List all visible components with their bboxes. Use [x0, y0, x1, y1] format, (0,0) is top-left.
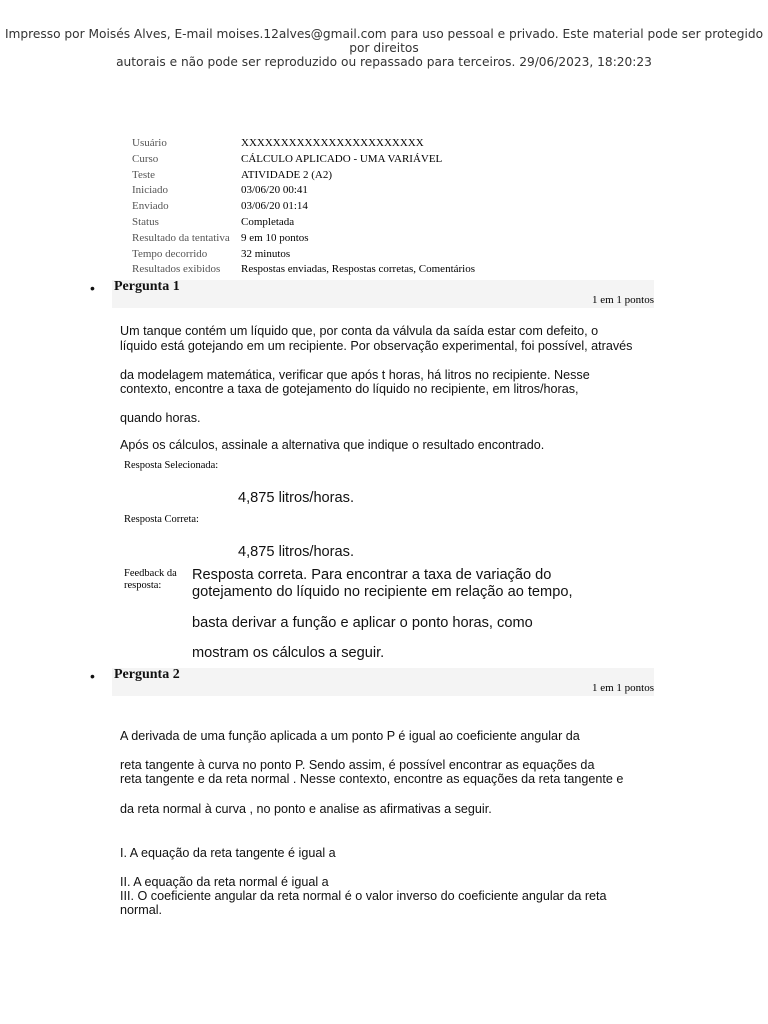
question-2-header-bar [112, 668, 654, 696]
question-2-text-line: da reta normal à curva , no ponto e analise as afirmativas a seguir. [120, 802, 492, 816]
print-watermark [0, 27, 768, 69]
question-1-header-bar [112, 280, 654, 308]
info-label: Tempo decorrido [132, 247, 208, 260]
info-label: Enviado [132, 200, 169, 213]
feedback-text-line: mostram os cálculos a seguir. [192, 645, 385, 661]
info-label: Usuário [132, 137, 167, 149]
selected-answer: 4,875 litros/horas. [238, 490, 355, 506]
question-1-text-line: Um tanque contém um líquido que, por conta da válvula da saída estar com defeito, o [120, 324, 599, 338]
info-label: Iniciado [132, 184, 169, 197]
info-value: XXXXXXXXXXXXXXXXXXXXXXX [241, 137, 424, 149]
info-value: Completada [241, 215, 295, 228]
info-label: Resultados exibidos [132, 263, 221, 276]
question-2-text-line: A derivada de uma função aplicada a um ponto P é igual ao coeficiente angular da [120, 729, 580, 743]
info-label: Teste [132, 168, 156, 181]
feedback-label-line-1: Feedback da [124, 568, 177, 579]
question-2-statement-2: II. A equação da reta normal é igual a [120, 875, 329, 889]
question-2-text-line: reta tangente e da reta normal . Nesse contexto, encontre as equações da reta tangente e [120, 772, 624, 786]
feedback-label [124, 568, 177, 592]
bullet-icon: • [90, 280, 95, 296]
question-1-text-line: quando horas. [120, 411, 201, 425]
question-1-text-line: líquido está gotejando em um recipiente. Por observação experimental, foi possível, através [120, 339, 633, 353]
info-value: 03/06/20 01:14 [241, 200, 308, 213]
feedback-text-line: basta derivar a função e aplicar o ponto horas, como [192, 615, 533, 631]
question-1-points: 1 em 1 pontos [591, 294, 654, 306]
feedback-text-line: Resposta correta. Para encontrar a taxa de variação do [192, 567, 552, 583]
question-2-statement-1: I. A equação da reta tangente é igual a [120, 846, 336, 860]
correct-answer: 4,875 litros/horas. [238, 544, 355, 560]
question-2-statement-3: III. O coeficiente angular da reta normal é o valor inverso do coeficiente angular da reta [120, 889, 607, 903]
watermark-line-1: Impresso por Moisés Alves, E-mail moises.12alves@gmail.com para uso pessoal e privado. Este material pode ser protegido por direitos [4, 27, 764, 55]
info-value: ATIVIDADE 2 (A2) [241, 168, 333, 181]
correct-answer-label: Resposta Correta: [124, 514, 199, 525]
info-value: 9 em 10 pontos [241, 231, 309, 244]
info-value: 03/06/20 00:41 [241, 184, 308, 197]
info-value: CÁLCULO APLICADO - UMA VARIÁVEL [241, 152, 443, 165]
question-1-text-line: Após os cálculos, assinale a alternativa que indique o resultado encontrado. [120, 438, 545, 452]
feedback-label-line-2: resposta: [124, 580, 162, 591]
question-2-statement-3-cont: normal. [120, 903, 162, 917]
info-value: 32 minutos [241, 247, 291, 260]
feedback-text-line: gotejamento do líquido no recipiente em relação ao tempo, [192, 584, 573, 600]
question-1-text-line: da modelagem matemática, verificar que após t horas, há litros no recipiente. Nesse [120, 368, 590, 382]
question-2-text-line: reta tangente à curva no ponto P. Sendo assim, é possível encontrar as equações da [120, 758, 595, 772]
question-1-text-line: contexto, encontre a taxa de gotejamento do líquido no recipiente, em litros/horas, [120, 382, 579, 396]
question-2-title: Pergunta 2 [114, 667, 180, 682]
info-label: Resultado da tentativa [132, 231, 230, 244]
bullet-icon: • [90, 668, 95, 684]
question-1-title: Pergunta 1 [114, 279, 180, 294]
watermark-line-2: autorais e não pode ser reproduzido ou repassado para terceiros. 29/06/2023, 18:20:23 [116, 55, 652, 69]
question-2-points: 1 em 1 pontos [591, 682, 654, 694]
info-label: Curso [132, 152, 159, 165]
info-label: Status [132, 215, 159, 228]
selected-answer-label: Resposta Selecionada: [124, 460, 219, 471]
info-value: Respostas enviadas, Respostas corretas, Comentários [241, 263, 476, 276]
